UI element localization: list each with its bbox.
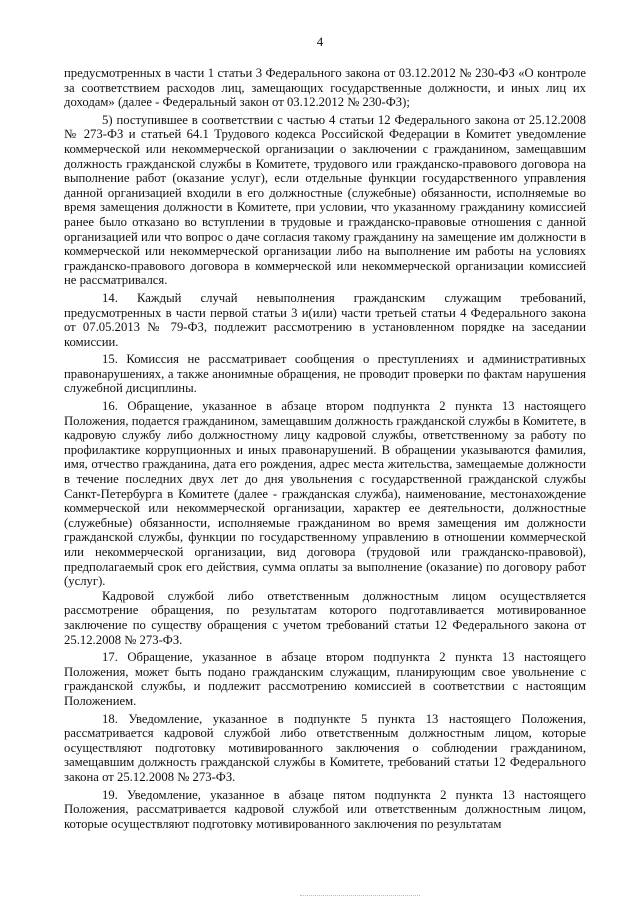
paragraph-continuation: предусмотренных в части 1 статьи 3 Федерального закона от 03.12.2012 № 230-ФЗ «О контроле за соответствием расходов лиц, замещающих государственные должности, и иных лиц их доходам» (далее - Федеральный закон от 03.12.2012 № 230-ФЗ); — [64, 66, 586, 110]
paragraph-item-5: 5) поступившее в соответствии с частью 4 статьи 12 Федерального закона от 25.12.2008 № 273-ФЗ и статьей 64.1 Трудового кодекса Российской Федерации в Комитет уведомление коммерческой или некоммерческой организации о заключении с гражданином, замещавшим должность гражданской службы в Комитете, трудового или гражданско-правового договора на выполнение работ (оказание услуг), если отдельные функции государственного управления данной организацией входили в его должностные (служебные) обязанности, исполняемые во время замещения должности в Комитете, при условии, что указанному гражданину комиссией ранее было отказано во вступлении в трудовые и гражданско-правовые отношения с данной организацией или что вопрос о даче согласия такому гражданину на замещение им должности в коммерческой или некоммерческой организации либо на выполнение им работы на условиях гражданско-правового договора в коммерческой или некоммерческой организации комиссией не рассматривался. — [64, 112, 586, 288]
document-body — [64, 66, 586, 831]
paragraph-18: 18. Уведомление, указанное в подпункте 5 пункта 13 настоящего Положения, рассматривается кадровой службой либо ответственным должностным лицом, которые осуществляют подготовку мотивированного заключения о соблюдении гражданином, замещавшим должность гражданской службы в Комитете, требований статьи 12 Федерального закона от 25.12.2008 № 273-ФЗ. — [64, 711, 586, 784]
page-number: 4 — [316, 34, 324, 49]
paragraph-16-second: Кадровой службой либо ответственным должностным лицом осуществляется рассмотрение обращения, по результатам которого подготавливается мотивированное заключение по существу обращения с учетом требований статьи 12 Федерального закона от 25.12.2008 № 273-ФЗ. — [64, 588, 586, 647]
paragraph-17: 17. Обращение, указанное в абзаце втором подпункта 2 пункта 13 настоящего Положения, может быть подано гражданским служащим, планирующим свое увольнение с гражданской службы, и подлежит рассмотрению комиссией в соответствии с настоящим Положением. — [64, 650, 586, 708]
paragraph-14: 14. Каждый случай невыполнения гражданским служащим требований, предусмотренных в части первой статьи 3 и(или) части третьей статьи 4 Федерального закона от 07.05.2013 № 79-ФЗ, подлежит рассмотрению в установленном порядке на заседании комиссии. — [64, 290, 586, 349]
scan-edge-artifact — [300, 895, 420, 900]
paragraph-16: 16. Обращение, указанное в абзаце втором подпункта 2 пункта 13 настоящего Положения, подается гражданином, замещавшим должность гражданской службы в Комитете, в кадровую службу либо должностному лицу кадровой службы, ответственному за работу по профилактике коррупционных и иных правонарушений. В обращении указываются фамилия, имя, отчество гражданина, дата его рождения, адрес места жительства, замещаемые должности в течение последних двух лет до дня увольнения с государственной гражданской службы Санкт-Петербурга в Комитете (далее - гражданская служба), наименование, местонахождение коммерческой или некоммерческой организации, характер ее деятельности, должностные (служебные) обязанности, исполняемые гражданином во время замещения им должности гражданской службы, функции по государственному управлению в отношении коммерческой или некоммерческой организации, вид договора (трудовой или гражданско-правовой), предполагаемый срок его действия, сумма оплаты за выполнение (оказание) по договору работ (услуг). — [64, 399, 586, 589]
paragraph-19: 19. Уведомление, указанное в абзаце пятом подпункта 2 пункта 13 настоящего Положения, рассматривается кадровой службой или ответственным должностным лицом, которые осуществляют подготовку мотивированного заключения по результатам — [64, 787, 586, 831]
paragraph-15: 15. Комиссия не рассматривает сообщения о преступлениях и административных правонарушениях, а также анонимные обращения, не проводит проверки по фактам нарушения служебной дисциплины. — [64, 352, 586, 396]
